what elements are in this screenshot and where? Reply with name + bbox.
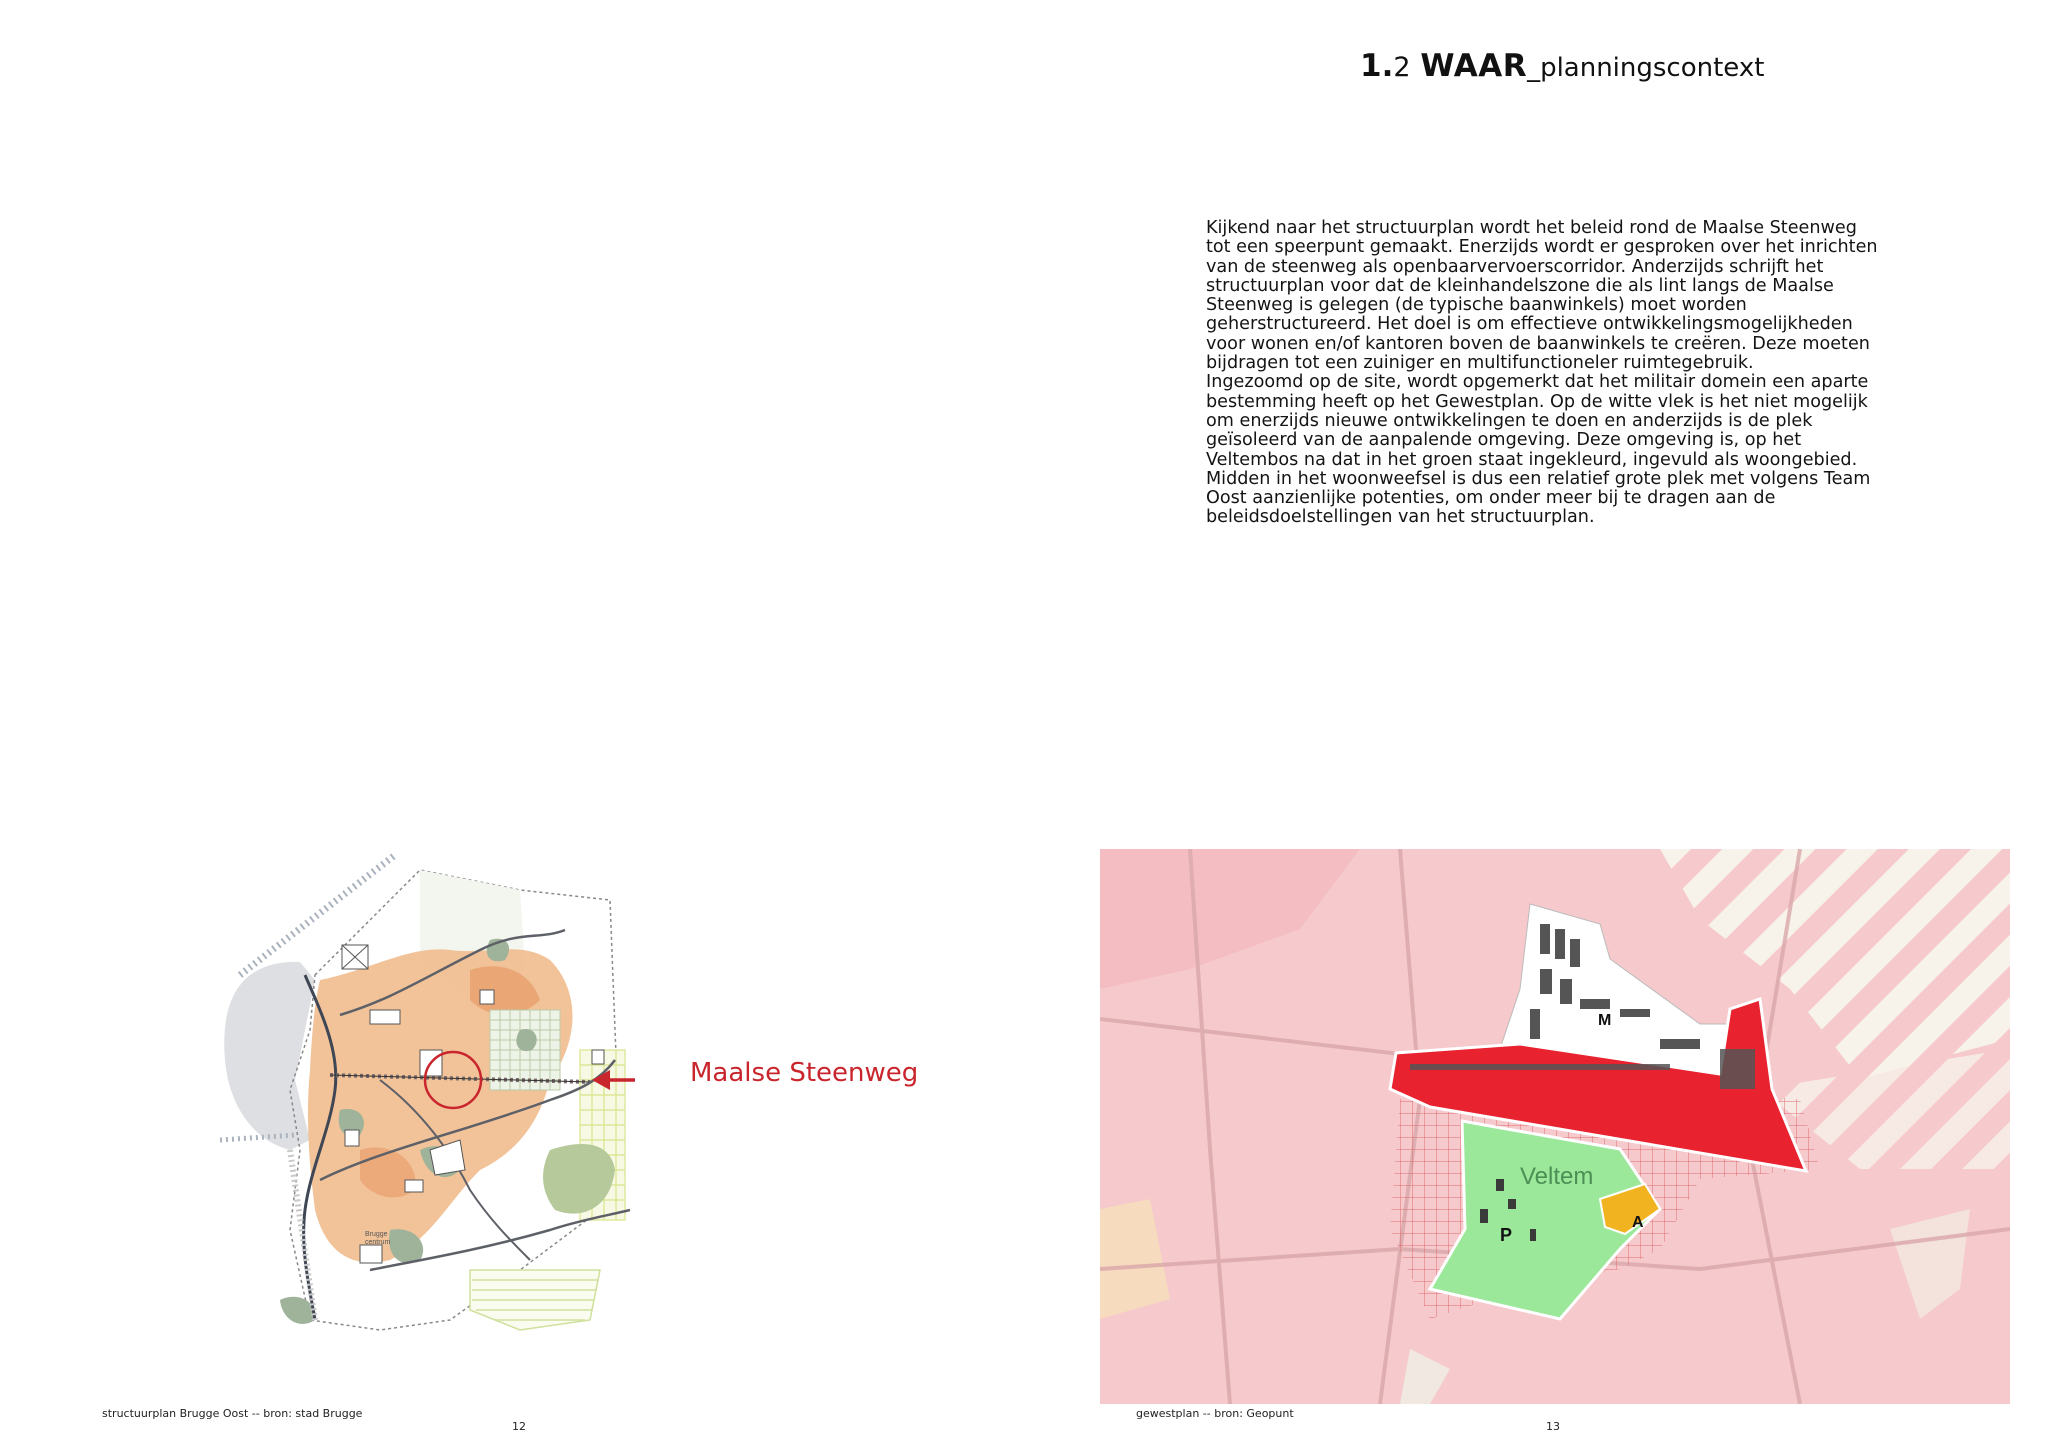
field-zone bbox=[470, 1270, 600, 1330]
label-m: M bbox=[1598, 1012, 1612, 1029]
maalse-steenweg-annotation: Maalse Steenweg bbox=[690, 1058, 919, 1088]
brugge-label-1: Brugge bbox=[365, 1231, 388, 1238]
heading-number-sub: 2 bbox=[1393, 52, 1411, 83]
label-veltem: Veltem bbox=[1520, 1163, 1594, 1190]
left-map-caption: structuurplan Brugge Oost -- bron: stad Brugge bbox=[102, 1407, 363, 1420]
paragraph-1: Kijkend naar het structuurplan wordt het beleid rond de Maalse Steenweg tot een speerpunt gemaakt. Enerzijds wordt er gesproken over het inrichten van de steenweg als openbaarvervoerscorridor. Anderzijds schrijft het structuurplan voor dat de kleinhandelszone die als lint langs de Maalse Steenweg is gelegen (de typische baanwinkels) moet worden geherstructureerd. Het doel is om effectieve ontwikkelingsmogelijkheden voor wonen en/of kantoren boven de baanwinkels te creëren. Deze moeten bijdragen tot een zuiniger en multifunctioneler ruimtegebruik. bbox=[1206, 218, 1878, 374]
page-number-left: 12 bbox=[512, 1420, 526, 1433]
label-p: P bbox=[1500, 1225, 1513, 1245]
paragraph-2: Ingezoomd op de site, wordt opgemerkt dat het militair domein een aparte bestemming heeft op het Gewestplan. Op de witte vlek is het niet mogelijk om enerzijds nieuwe ontwikkelingen te doen en anderzijds is de plek geïsoleerd van de aanpalende omgeving. Deze omgeving is, op het Veltembos na dat in het groen staat ingekleurd, ingevuld als woongebied. Midden in het woonweefsel is dus een relatief grote plek met volgens Team Oost aanzienlijke potenties, om onder meer bij te dragen aan de beleidsdoelstellingen van het structuurplan. bbox=[1206, 372, 1871, 528]
label-a: A bbox=[1632, 1214, 1644, 1231]
section-heading bbox=[1360, 48, 1764, 84]
heading-subtitle: _planningscontext bbox=[1527, 53, 1765, 83]
right-map-caption: gewestplan -- bron: Geopunt bbox=[1136, 1407, 1294, 1420]
heading-number: 1. bbox=[1360, 48, 1394, 84]
body-text bbox=[1206, 219, 1878, 528]
gewestplan-map bbox=[1100, 849, 2010, 1404]
brugge-label-2: centrum bbox=[365, 1239, 391, 1246]
page-number-right: 13 bbox=[1546, 1420, 1560, 1433]
heading-keyword: WAAR bbox=[1420, 48, 1528, 84]
structuurplan-map bbox=[220, 850, 640, 1370]
right-page bbox=[1024, 0, 2048, 1448]
brugge-grey-area bbox=[224, 962, 315, 1150]
